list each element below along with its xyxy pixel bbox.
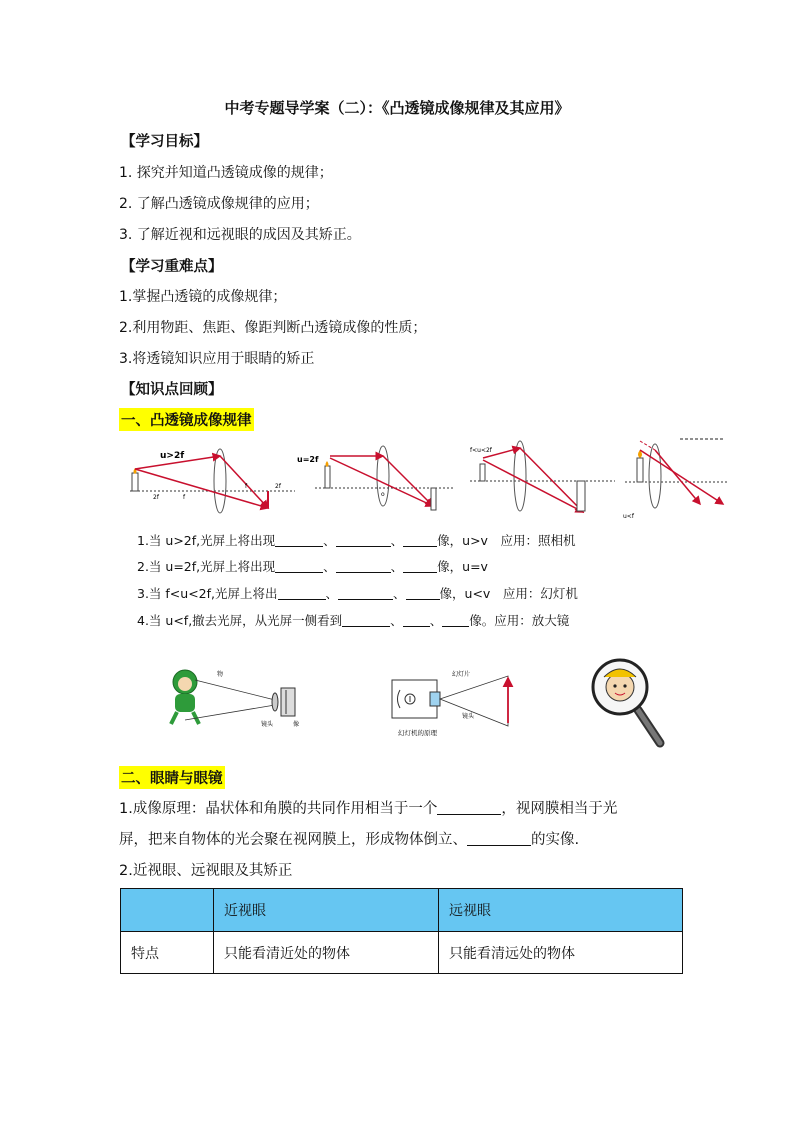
- diagram-1-condition: u>2f: [160, 451, 185, 461]
- answer-blank[interactable]: [278, 587, 326, 600]
- eye-comparison-table: [120, 888, 683, 974]
- diagram-tick-label: 2f: [275, 483, 281, 490]
- rule-2: 2.当 u=2f,光屏上将出现 、 、 像，u=v: [137, 559, 488, 574]
- page-title: 中考专题导学案（二）：《凸透镜成像规律及其应用》: [224, 99, 570, 117]
- section-1-heading: 一、凸透镜成像规律: [119, 408, 254, 431]
- answer-blank[interactable]: [338, 587, 393, 600]
- rule-4: 4.当 u<f,撤去光屏，从光屏一侧看到 、 、 像。应用：放大镜: [137, 613, 570, 628]
- lens-diagram-4: [623, 439, 728, 520]
- rule-text: 像，u<v 应用：幻灯机: [439, 586, 578, 601]
- answer-blank[interactable]: [336, 534, 391, 547]
- key-header: 【学习重难点】: [121, 258, 223, 275]
- diagram-2-condition: u=2f: [297, 455, 319, 464]
- camera-illustration: [165, 660, 310, 730]
- table-header-cell: 近视眼: [214, 889, 439, 932]
- rule-text: 像，u=v: [437, 559, 488, 574]
- eye-correction-heading: 2.近视眼、远视眼及其矫正: [119, 863, 293, 879]
- eye-principle-line-1: [119, 797, 617, 818]
- rule-text: 3.当 f<u<2f,光屏上将出: [137, 586, 278, 601]
- diagram-tick-label: f: [183, 494, 186, 501]
- rule-3: 3.当 f<u<2f,光屏上将出 、 、 像，u<v 应用：幻灯机: [137, 586, 578, 601]
- key-item: 3.将透镜知识应用于眼睛的矫正: [119, 351, 315, 367]
- magnifier-illustration: [590, 655, 670, 750]
- rule-1: 1.当 u>2f,光屏上将出现 、 、 像，u>v 应用：照相机: [137, 533, 576, 548]
- answer-blank[interactable]: [442, 614, 469, 627]
- eye-principle-text: 屏，把来自物体的光会聚在视网膜上，形成物体倒立、: [119, 832, 467, 848]
- goal-item: 2. 了解凸透镜成像规律的应用；: [119, 196, 319, 212]
- projector-lens-label: 镜头: [462, 713, 475, 720]
- table-cell: 只能看清远处的物体: [439, 932, 683, 974]
- answer-blank[interactable]: [403, 560, 437, 573]
- answer-blank[interactable]: [403, 534, 437, 547]
- rule-text: 像，u>v 应用：照相机: [437, 533, 576, 548]
- camera-lens-label: 镜头: [261, 721, 274, 728]
- table-cell: 只能看清近处的物体: [214, 932, 439, 974]
- diagram-3-condition: f<u<2f: [470, 447, 492, 454]
- answer-blank[interactable]: [403, 614, 430, 627]
- eye-principle-text: ，视网膜相当于光: [501, 801, 618, 817]
- diagram-tick-label: f: [245, 483, 248, 490]
- camera-object-label: 物: [217, 671, 224, 678]
- answer-blank[interactable]: [336, 560, 391, 573]
- answer-blank[interactable]: [275, 534, 323, 547]
- table-header-cell: [121, 889, 214, 932]
- answer-blank[interactable]: [406, 587, 440, 600]
- diagram-tick-label: o: [381, 491, 385, 498]
- rule-text: 1.当 u>2f,光屏上将出现: [137, 533, 276, 548]
- rule-text: 像。应用：放大镜: [469, 613, 570, 628]
- answer-blank[interactable]: [342, 614, 390, 627]
- camera-image-label: 像: [293, 721, 300, 728]
- eye-principle-text: 的实像.: [531, 832, 580, 848]
- goal-item: 3. 了解近视和远视眼的成因及其矫正。: [119, 227, 361, 243]
- lens-diagram-2: [297, 446, 455, 510]
- goal-item: 1. 探究并知道凸透镜成像的规律；: [119, 165, 333, 181]
- diagram-tick-label: 2f: [153, 494, 159, 501]
- review-header: 【知识点回顾】: [121, 381, 223, 398]
- answer-blank[interactable]: [275, 560, 323, 573]
- lens-diagram-1: [130, 449, 295, 513]
- lens-diagram-3: [470, 441, 615, 512]
- projector-slide-label: 幻灯片: [452, 671, 471, 678]
- answer-blank[interactable]: [467, 833, 531, 846]
- eye-principle-text: 1.成像原理：晶状体和角膜的共同作用相当于一个: [119, 801, 438, 817]
- rule-text: 4.当 u<f,撤去光屏，从光屏一侧看到: [137, 613, 343, 628]
- rule-text: 2.当 u=2f,光屏上将出现: [137, 559, 276, 574]
- table-row: [121, 932, 683, 974]
- diagram-4-condition: u<f: [623, 513, 634, 520]
- key-item: 1.掌握凸透镜的成像规律；: [119, 289, 287, 305]
- table-header-cell: 远视眼: [439, 889, 683, 932]
- table-header-row: [121, 889, 683, 932]
- projector-caption: 幻灯机的原理: [398, 729, 437, 737]
- eye-principle-line-2: [119, 828, 579, 849]
- answer-blank[interactable]: [437, 802, 501, 815]
- section-2-heading: 二、眼睛与眼镜: [119, 766, 225, 789]
- projector-illustration: [390, 668, 520, 740]
- key-item: 2.利用物距、焦距、像距判断凸透镜成像的性质；: [119, 320, 427, 336]
- lens-diagrams: [125, 436, 730, 521]
- table-cell: 特点: [121, 932, 214, 974]
- goals-header: 【学习目标】: [121, 133, 208, 150]
